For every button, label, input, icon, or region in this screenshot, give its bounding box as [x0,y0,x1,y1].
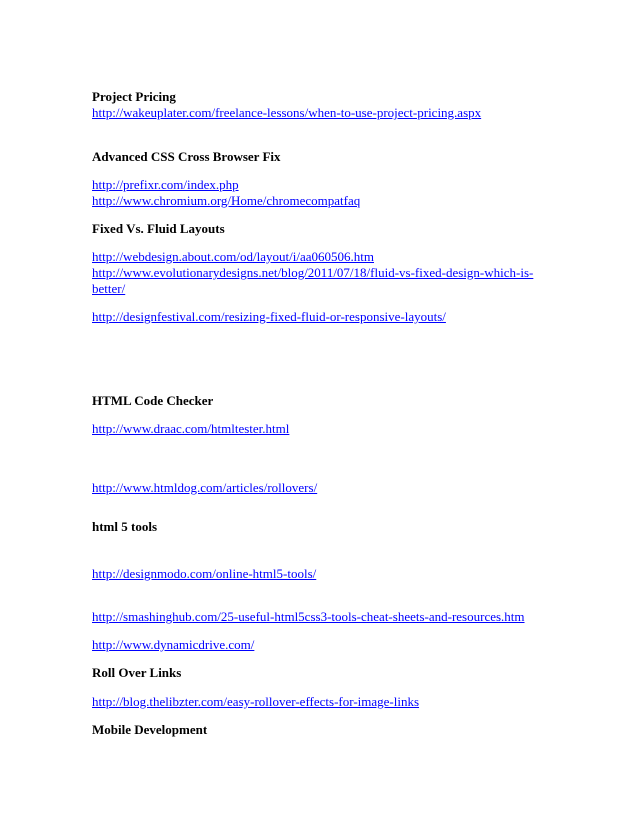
link-prefixr[interactable]: http://prefixr.com/index.php [92,177,239,192]
link-designmodo[interactable]: http://designmodo.com/online-html5-tools/ [92,566,317,581]
heading-fixed-fluid: Fixed Vs. Fluid Layouts [92,221,225,236]
link-thelibzter[interactable]: http://blog.thelibzter.com/easy-rollover-effects-for-image-links [92,694,420,709]
link-chromium[interactable]: http://www.chromium.org/Home/chromecompatfaq [92,193,361,208]
link-dynamicdrive[interactable]: http://www.dynamicdrive.com/ [92,637,255,652]
link-project-pricing[interactable]: http://wakeuplater.com/freelance-lessons/when-to-use-project-pricing.aspx [92,105,482,120]
link-draac[interactable]: http://www.draac.com/htmltester.html [92,421,290,436]
heading-mobile-development: Mobile Development [92,722,208,737]
heading-html-code-checker: HTML Code Checker [92,393,214,408]
link-evolutionarydesigns[interactable]: http://www.evolutionarydesigns.net/blog/2011/07/18/fluid-vs-fixed-design-which-is- [92,265,534,280]
heading-roll-over-links: Roll Over Links [92,665,182,680]
link-evolutionarydesigns-cont[interactable]: better/ [92,281,126,296]
link-designfestival[interactable]: http://designfestival.com/resizing-fixed-fluid-or-responsive-layouts/ [92,309,446,324]
link-webdesign-about[interactable]: http://webdesign.about.com/od/layout/i/aa060506.htm [92,249,374,264]
heading-css-cross-browser: Advanced CSS Cross Browser Fix [92,149,281,164]
heading-project-pricing: Project Pricing [92,89,176,104]
link-smashinghub[interactable]: http://smashinghub.com/25-useful-html5css3-tools-cheat-sheets-and-resources.htm [92,609,525,624]
link-htmldog[interactable]: http://www.htmldog.com/articles/rollovers/ [92,480,318,495]
heading-html5-tools: html 5 tools [92,519,157,534]
